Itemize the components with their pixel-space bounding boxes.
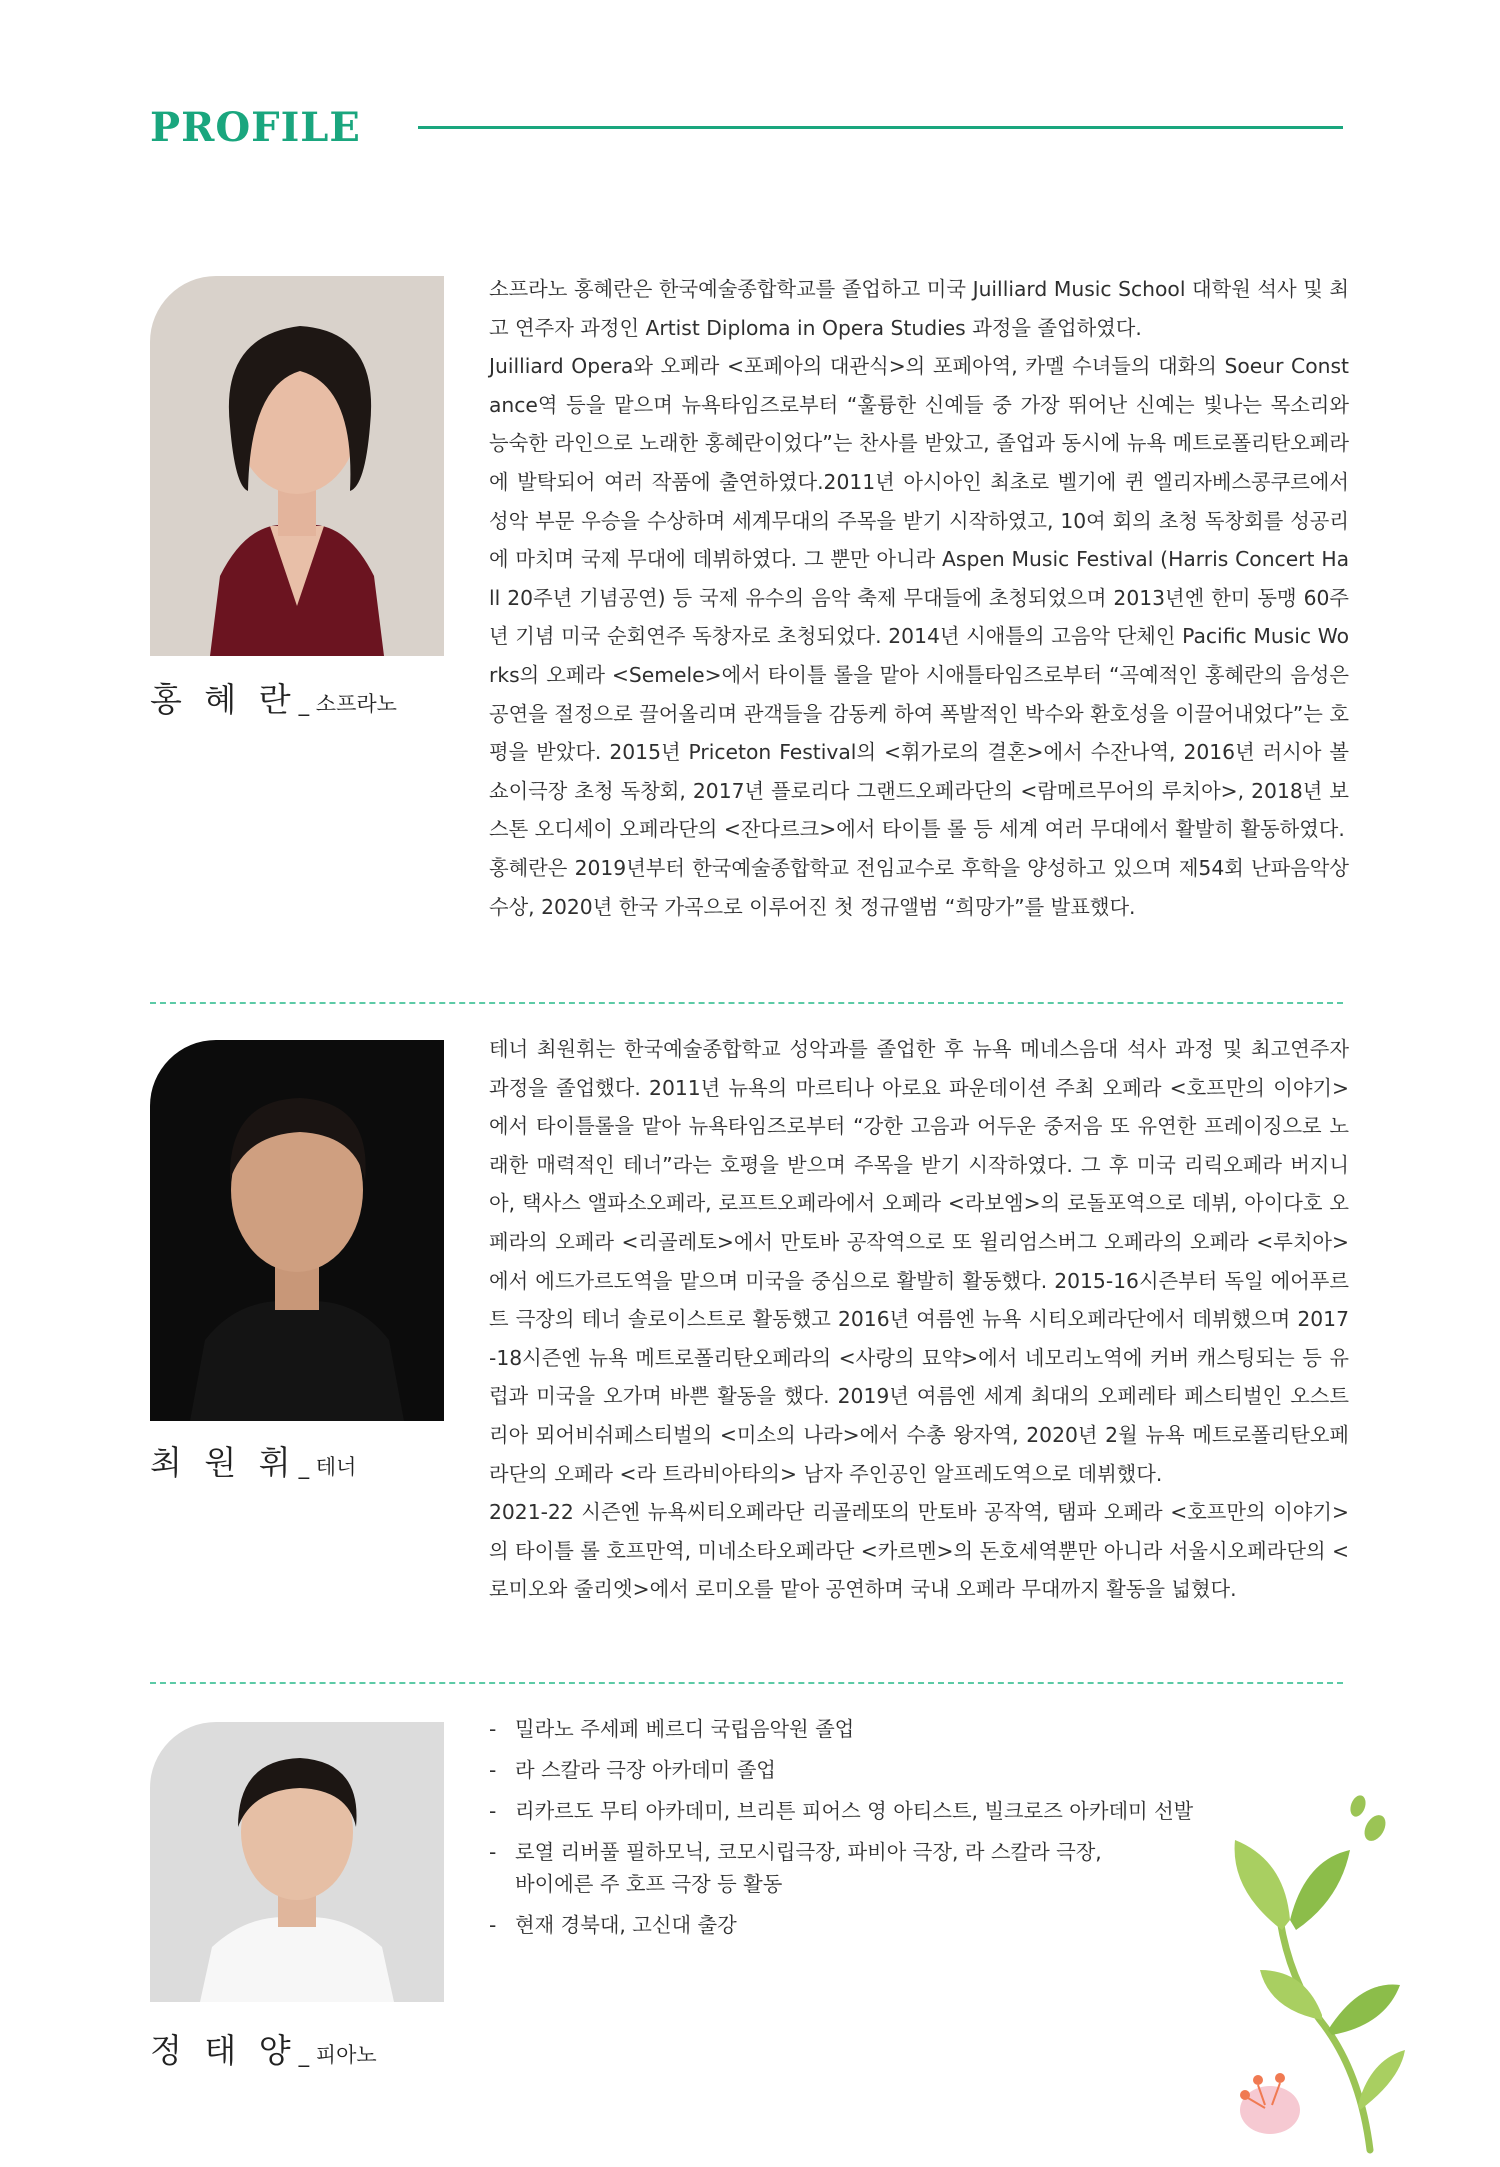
bio-paragraph: Juilliard Opera와 오페라 <포페아의 대관식>의 포페아역, 카멜 수녀들의 대화의 Soeur Constance역 등을 맡으며 뉴욕타임즈로부터 “훌륭한 신예들 중 가장 뛰어난 신예는 빛나는 목소리와 능숙한 라인으로 노래한 홍혜란이었다”는 찬사를 받았고, 졸업과 동시에 뉴욕 메트로폴리탄오페라에 발탁되어 여러 작품에 출연하였다.2011년 아시아인 최초로 벨기에 퀸 엘리자베스콩쿠르에서 성악 부문 우승을 수상하며 세계무대의 주목을 받기 시작하였고, 10여 회의 초청 독창회를 성공리에 마치며 국제 무대에 데뷔하였다. 그 뿐만 아니라 Aspen Music Festival (Harris Concert Hall 20주년 기념공연) 등 국제 유수의 음악 축제 무대들에 초청되었으며 2013년엔 한미 동맹 60주년 기념 미국 순회연주 독창자로 초청되었다. 2014년 시애틀의 고음악 단체인 Pacific Music Works의 오페라 <Semele>에서 타이틀 롤을 맡아 시애틀타임즈로부터 “곡예적인 홍혜란의 음성은 공연을 절정으로 끌어올리며 관객들을 감동케 하여 폭발적인 박수와 환호성을 이끌어내었다”는 호평을 받았다. 2015년 Priceton Festival의 <휘가로의 결혼>에서 수잔나역, 2016년 러시아 볼쇼이극장 초청 독창회, 2017년 플로리다 그랜드오페라단의 <람메르무어의 루치아>, 2018년 보스톤 오디세이 오페라단의 <잔다르크>에서 타이틀 롤 등 세계 여러 무대에서 활발히 활동하였다. [489,354,1349,842]
section-divider [150,1002,1343,1004]
pianist-career-list [489,1713,1289,1950]
pianist-role: _ 피아노 [298,2043,377,2067]
list-item: - 라 스칼라 극장 아카데미 졸업 [489,1754,1289,1786]
soprano-bio [489,270,1349,926]
list-item: - 밀라노 주세페 베르디 국립음악원 졸업 [489,1713,1289,1745]
list-item: - 현재 경북대, 고신대 출강 [489,1909,1289,1941]
soprano-role: _ 소프라노 [298,692,397,716]
bio-paragraph: 홍혜란은 2019년부터 한국예술종합학교 전임교수로 후학을 양성하고 있으며 제54회 난파음악상 수상, 2020년 한국 가곡으로 이루어진 첫 정규앨범 “희망가”를 발표했다. [489,855,1349,919]
pianist-portrait-photo [150,1722,444,2002]
list-item: - 로열 리버풀 필하모닉, 코모시립극장, 파비아 극장, 라 스칼라 극장, 바이에른 주 호프 극장 등 활동 [489,1836,1289,1900]
tenor-name: 최 원 휘_ 테너 [150,1443,357,1482]
page-title: PROFILE [150,104,361,151]
soprano-portrait-photo [150,276,444,656]
list-item: - 리카르도 무티 아카데미, 브리튼 피어스 영 아티스트, 빌크로즈 아카데미 선발 [489,1795,1289,1827]
bio-paragraph: 소프라노 홍혜란은 한국예술종합학교를 졸업하고 미국 Juilliard Music School 대학원 석사 및 최고 연주자 과정인 Artist Diploma in Opera Studies 과정을 졸업하였다. [489,277,1349,340]
tenor-portrait-photo [150,1040,444,1421]
header-divider [418,126,1343,129]
pianist-name: 정 태 양_ 피아노 [150,2031,377,2070]
tenor-role: _ 테너 [298,1455,357,1479]
tenor-bio [489,1030,1349,1609]
leaf-sprig-flower-icon [1210,1780,1410,2160]
bio-paragraph: 테너 최원휘는 한국예술종합학교 성악과를 졸업한 후 뉴욕 메네스음대 석사 과정 및 최고연주자 과정을 졸업했다. 2011년 뉴욕의 마르티나 아로요 파운데이션 주최 오페라 <호프만의 이야기>에서 타이틀롤을 맡아 뉴욕타임즈로부터 “강한 고음과 어두운 중저음 또 유연한 프레이징으로 노래한 매력적인 테너”라는 호평을 받으며 주목을 받기 시작하였다. 그 후 미국 리릭오페라 버지니아, 택사스 앨파소오페라, 로프트오페라에서 오페라 <라보엠>의 로돌포역으로 데뷔, 아이다호 오페라의 오페라 <리골레토>에서 만토바 공작역으로 또 윌리엄스버그 오페라의 오페라 <루치아>에서 에드가르도역을 맡으며 미국을 중심으로 활발히 활동했다. 2015-16시즌부터 독일 에어푸르트 극장의 테너 솔로이스트로 활동했고 2016년 여름엔 뉴욕 시티오페라단에서 데뷔했으며 2017-18시즌엔 뉴욕 메트로폴리탄오페라의 <사랑의 묘약>에서 네모리노역에 커버 캐스팅되는 등 유럽과 미국을 오가며 바쁜 활동을 했다. 2019년 여름엔 세계 최대의 오페레타 페스티벌인 오스트리아 뫼어비쉬페스티벌의 <미소의 나라>에서 수총 왕자역, 2020년 2월 뉴욕 메트로폴리탄오페라단의 오페라 <라 트라비아타의> 남자 주인공인 알프레도역으로 데뷔했다. [489,1037,1349,1486]
soprano-name: 홍 혜 란_ 소프라노 [150,680,397,719]
section-divider [150,1682,1343,1684]
bio-paragraph: 2021-22 시즌엔 뉴욕씨티오페라단 리골레또의 만토바 공작역, 탬파 오페라 <호프만의 이야기>의 타이틀 롤 호프만역, 미네소타오페라단 <카르멘>의 돈호세역뿐만 아니라 서울시오페라단의 <로미오와 줄리엣>에서 로미오를 맡아 공연하며 국내 오페라 무대까지 활동을 넓혔다. [489,1500,1349,1602]
